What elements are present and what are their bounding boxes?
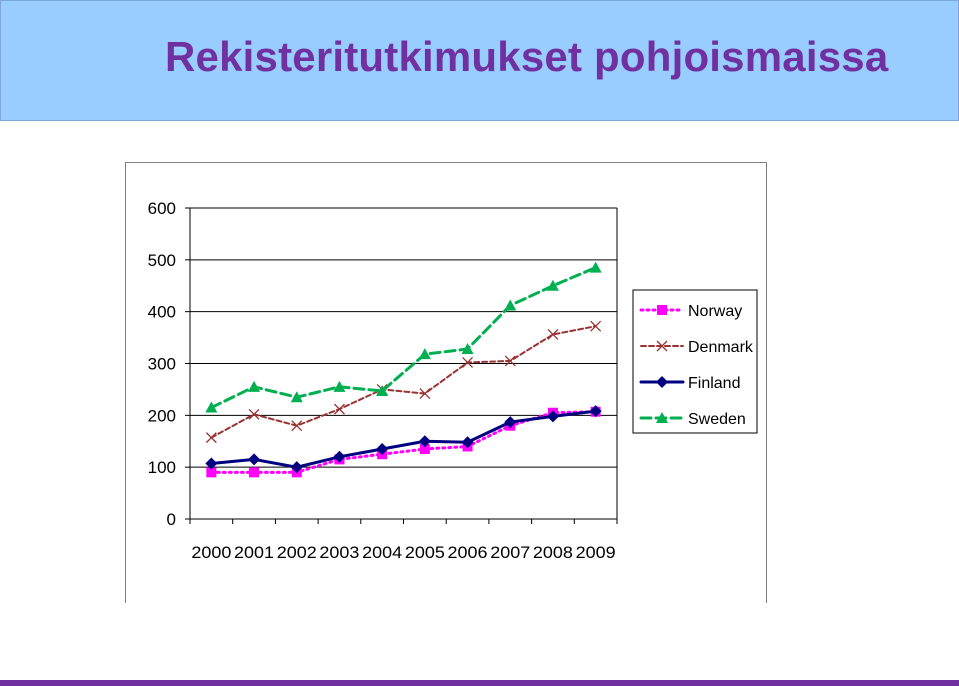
bottom-rule [0,680,959,686]
data-point-sweden [590,262,602,273]
x-tick-label: 2002 [276,543,317,562]
x-tick-label: 2008 [532,543,573,562]
x-tick-label: 2005 [404,543,445,562]
data-point-denmark [591,321,601,331]
data-point-denmark [206,433,216,443]
y-tick-label: 0 [166,510,176,529]
y-tick-label: 600 [147,199,176,218]
y-tick-label: 500 [147,250,176,270]
y-tick-label: 400 [147,302,176,322]
legend-label-finland: Finland [688,375,741,392]
x-tick-label: 2009 [575,543,616,562]
slide-title: Rekisteritutkimukset pohjoismaissa [165,33,889,80]
data-point-norway [249,467,259,477]
x-tick-label: 2003 [319,543,360,562]
legend-label-sweden: Sweden [688,411,746,428]
x-tick-label: 2006 [447,543,488,562]
x-tick-label: 2000 [191,543,232,562]
y-tick-label: 100 [147,458,176,478]
series-line-sweden [211,268,595,408]
x-tick-label: 2004 [362,543,403,562]
y-tick-label: 200 [147,406,176,426]
x-tick-label: 2007 [490,543,531,562]
data-point-finland [248,453,260,465]
legend-label-denmark: Denmark [688,339,753,356]
legend-label-norway: Norway [688,303,743,320]
data-point-denmark [334,404,344,414]
data-point-sweden [504,299,516,310]
x-tick-label: 2001 [234,543,275,562]
series-line-finland [211,411,595,467]
y-tick-label: 300 [147,354,176,374]
series-line-denmark [211,326,595,437]
legend-marker-norway [657,305,667,315]
